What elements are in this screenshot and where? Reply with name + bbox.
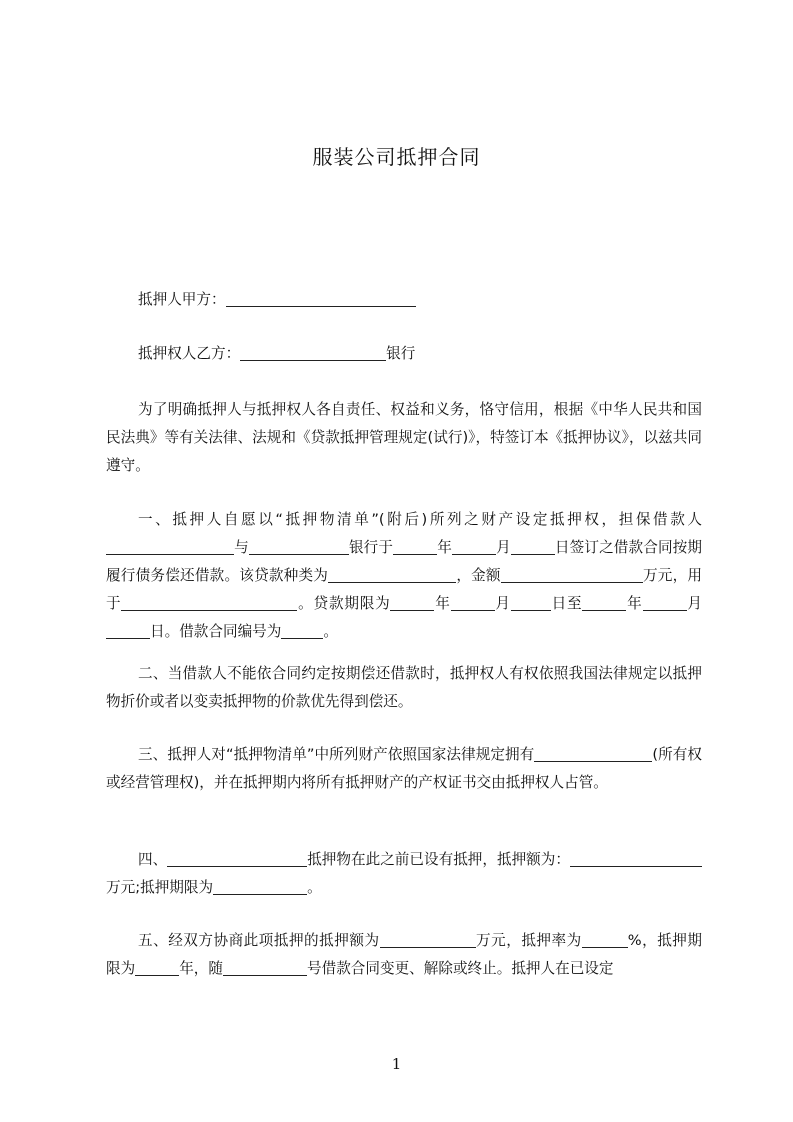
clause-3-text: (所有权或经营管理权)，并在抵押期内将所有抵押财产的产权证书交由抵押权人占管。 [106, 746, 702, 791]
term-start-day-blank[interactable] [511, 594, 551, 611]
clause-3-text: 三、抵押人对“抵押物清单”中所列财产依照国家法律规定拥有 [138, 746, 535, 763]
clause-1-text: 月 [495, 539, 511, 556]
clause-1-text: 年 [626, 595, 643, 612]
clause-5-text: 五、经双方协商此项抵押的抵押额为 [138, 932, 380, 949]
clause-4-text: 万元;抵押期限为 [106, 879, 214, 896]
sign-month-blank[interactable] [452, 538, 496, 555]
clause-5-text: 年，随 [179, 960, 223, 977]
amount-blank[interactable] [501, 566, 643, 583]
loan-contract-number-blank[interactable] [223, 959, 307, 976]
clause-3-paragraph [106, 741, 702, 797]
clause-1-text: 与 [234, 539, 249, 556]
document-title: 服装公司抵押合同 [312, 145, 481, 169]
prior-collateral-blank[interactable] [167, 850, 307, 867]
page-number: 1 [391, 1055, 402, 1073]
mortgage-term-blank[interactable] [135, 959, 179, 976]
clause-1-text: 银行于 [348, 539, 394, 556]
clause-1-paragraph [106, 506, 702, 646]
clause-1-text: 万元，用于 [106, 567, 702, 612]
clause-5-text: 号借款合同变更、解除或终止。抵押人在已设定 [307, 960, 614, 977]
party-b-label: 抵押权人乙方： [138, 345, 241, 362]
party-a-line [106, 286, 702, 314]
term-start-month-blank[interactable] [451, 594, 495, 611]
ownership-blank[interactable] [534, 745, 652, 762]
clause-5-text: %，抵押期限为 [106, 932, 702, 977]
lender-blank[interactable] [249, 538, 349, 555]
term-end-day-blank[interactable] [106, 622, 150, 639]
sign-year-blank[interactable] [393, 538, 437, 555]
term-start-year-blank[interactable] [390, 594, 434, 611]
clause-5-text: 万元，抵押率为 [475, 932, 582, 949]
party-a-label: 抵押人甲方： [138, 291, 226, 308]
contract-number-blank[interactable] [281, 622, 323, 639]
clause-1-text: 日至 [550, 595, 583, 612]
clause-1-text: 年 [434, 595, 451, 612]
party-b-suffix: 银行 [386, 345, 416, 362]
party-a-blank[interactable] [226, 290, 416, 307]
clause-4-text: 。 [307, 879, 322, 896]
clause-1-text: 月 [494, 595, 511, 612]
term-end-year-blank[interactable] [582, 594, 626, 611]
intro-paragraph: 为了明确抵押人与抵押权人各自责任、权益和义务，恪守信用，根据《中华人民共和国民法典》等有关法律、法规和《贷款抵押管理规定(试行)》，特签订本《抵押协议》，以兹共同遵守。 [106, 401, 702, 474]
mortgage-amount-blank[interactable] [380, 931, 476, 948]
mortgage-rate-blank[interactable] [582, 931, 628, 948]
clause-1-text: 月 [686, 595, 702, 612]
prior-amount-blank[interactable] [570, 850, 702, 867]
term-end-month-blank[interactable] [643, 594, 687, 611]
clause-1-text: 一、抵押人自愿以“抵押物清单”(附后)所列之财产设定抵押权，担保借款人 [138, 511, 702, 528]
party-b-blank[interactable] [240, 344, 386, 361]
loan-type-blank[interactable] [328, 566, 456, 583]
clause-4-paragraph [106, 846, 702, 902]
clause-1-text: 年 [437, 539, 452, 556]
purpose-blank[interactable] [121, 594, 297, 611]
party-b-line [106, 340, 702, 368]
clause-1-text: 。 [323, 623, 338, 640]
sign-day-blank[interactable] [511, 538, 555, 555]
clause-1-text: 日。借款合同编号为 [150, 623, 282, 640]
prior-term-blank[interactable] [213, 878, 307, 895]
clause-2-paragraph: 二、当借款人不能依合同约定按期偿还借款时，抵押权人有权依照我国法律规定以抵押物折价或者以变卖抵押物的价款优先得到偿还。 [106, 665, 702, 710]
clause-4-text: 抵押物在此之前已设有抵押，抵押额为： [307, 851, 570, 868]
clause-1-text: 。贷款期限为 [297, 595, 391, 612]
clause-1-text: ，金额 [456, 567, 501, 584]
clause-5-paragraph [106, 927, 702, 983]
clause-4-text: 四、 [138, 851, 168, 868]
clause-1-text: 日签订之借款合同按期履行债务偿还借款。该贷款种类为 [106, 539, 702, 584]
borrower-blank[interactable] [106, 538, 234, 555]
